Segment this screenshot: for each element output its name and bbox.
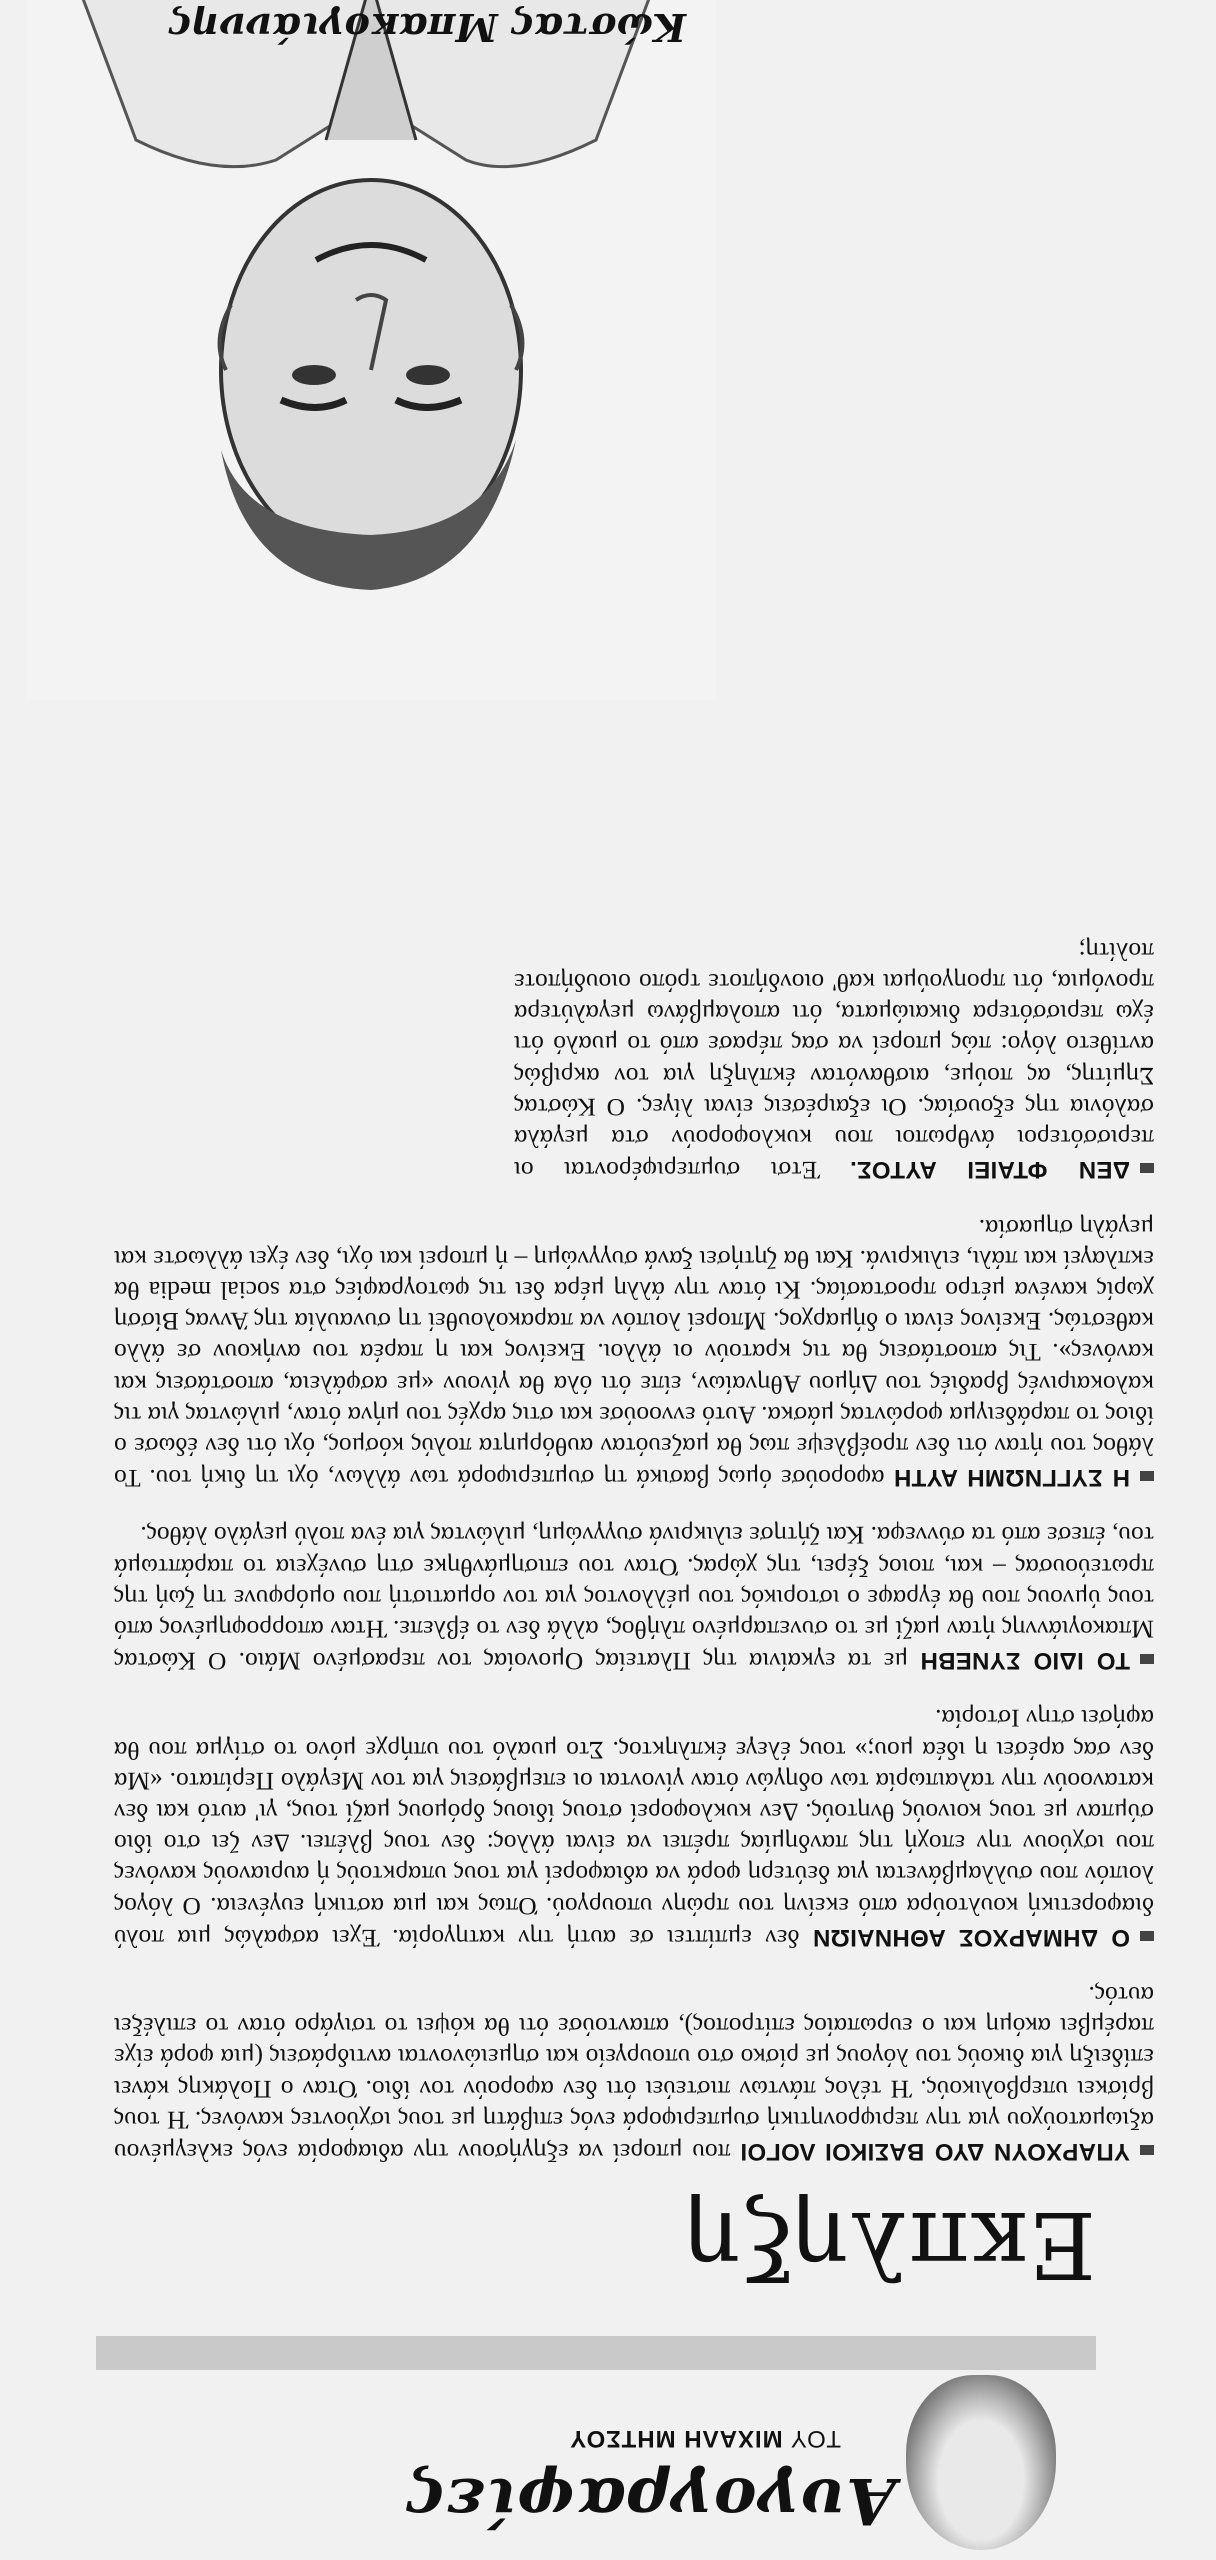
column-name: Αυγογραφίες: [405, 2463, 896, 2538]
paragraph-text: αφορούσε όμως βασικά τη συμπεριφορά των άλλων, όχι τη δική του. Το λάθος του ήταν ότι δεν προέβλεψε πως θα μαζευόταν αυθόρμητα πολύς κόσμος, όχι ότι δεν έδωσε ο ίδιος το παράδειγμα φορώντας μάσκα. Αυτό εννοούσε και στις αρχές του μήνα όταν, μιλώντας για τις καλοκαιρινές βραδιές του Δήμου Αθηναίων, είπε ότι όλα θα γίνουν «με ασφάλεια, αποστάσεις και κανόνες». Τις αποστάσεις θα τις κρατούν οι άλλοι. Εκείνος και η παρέα του ανήκουν σε άλλο καθεστώς. Εκείνος είναι ο δήμαρχος. Μπορεί λοιπόν να παρακολουθεί τη συναυλία της Άννας Βίσση χωρίς κανένα μέτρο προστασίας. Κι όταν την άλλη μέρα δει τις φωτογραφίες στα social media θα εκπλαγεί και πάλι, ειλικρινά. Και θα ζητήσει ξανά συγγνώμη – ή μπορεί και όχι, δεν έχει άλλωστε και μεγάλη σημασία.: [114, 1213, 1154, 1494]
paragraph-text: δεν εμπίπτει σε αυτή την κατηγορία. Έχει ασφαλώς μια πολύ διαφορετική κουλτούρα από εκείνη του πρώην υπουργού. Όπως και μια αστική ευγένεια. Ο λόγος λοιπόν που συλλαμβάνεται για δεύτερη φορά να αδιαφορεί για τους υπαρκτούς ή αυριανούς κανόνες που ισχύουν την εποχή της πανδημίας πρέπει να είναι άλλος: δεν τους βλέπει. Δεν ζει στο ίδιο σύμπαν με τους κοινούς θνητούς. Δεν κυκλοφορεί στους ίδιους δρόμους μαζί τους, γι' αυτό και δεν κατανοούν την ταλαιπωρία των οδηγών όταν γίνονται οι επεμβάσεις για τον Μεγάλο Περίπατο. «Μα δεν σας αρέσει η ιδέα μου;» τους έλεγε έκπληκτος. Στο μυαλό του υπήρχε μόνο το στίγμα που θα αφήσει στην Ιστορία.: [113, 1704, 1154, 1953]
paragraph-lead: Ο ΔΗΜΑΡΧΟΣ ΑΘΗΝΑΙΩΝ: [812, 1923, 1130, 1951]
portrait-photo: [26, 0, 716, 700]
paragraph: [114, 1520, 1154, 1677]
author-prefix: ΤΟΥ: [790, 2425, 841, 2452]
paragraph-marker: [1140, 1471, 1154, 1481]
column-author: [569, 2424, 841, 2452]
paragraph-marker: [1140, 2145, 1154, 2155]
paragraph-marker: [1140, 1931, 1154, 1941]
photo-caption: Κώστας Μπακογιάννης: [168, 5, 686, 50]
column-header: [96, 2375, 1096, 2560]
portrait-photo-image: [26, 0, 716, 700]
paragraph-text: που μπορεί να εξηγήσουν την αδιαφορία ενός εκλεγμένου αξιωματούχου για την περιφρονητική συμπεριφορά ενός επιβάτη με τους ισχύοντες κανόνες. Ή τους βρίσκει υπερβολικούς. Ή τέλος πάντων πιστεύει ότι δεν αφορούν τον ίδιο. Όταν ο Πολάκης κάνει επίδειξη για δικούς του λόγους με ρίσκο στο υπουργείο και σημειώνονται αντιδράσεις (μια φορά είχε παρέμβει ακόμη και ο ευρωπαίος επίτροπος), απαντούσε ότι θα κόψει το τσιγάρο όταν το επιλέξει αυτός.: [114, 1980, 1154, 2167]
paragraph: [114, 1212, 1154, 1494]
paragraph-marker: [1140, 1654, 1154, 1664]
author-name: ΜΙΧΑΛΗ ΜΗΤΣΟΥ: [569, 2425, 783, 2452]
paragraph-lead: ΔΕΝ ΦΤΑΙΕΙ ΑΥΤΟΣ.: [849, 1156, 1130, 1184]
paragraph: [114, 1980, 1154, 2168]
header-rule: [96, 2336, 1096, 2370]
paragraph-lead: ΤΟ ΙΔΙΟ ΣΥΝΕΒΗ: [920, 1647, 1130, 1675]
article-title: Εκπληξη: [684, 2191, 1096, 2298]
paragraph-lead: ΥΠΑΡΧΟΥΝ ΔΥΟ ΒΑΣΙΚΟΙ ΛΟΓΟΙ: [740, 2138, 1130, 2165]
paragraph-text: με τα εγκαίνια της Πλατείας Ομονοίας τον περασμένο Μάιο. Ο Κώστας Μπακογιάννης ήταν μαζί με το συνεπαρμένο πλήθος, αλλά δεν το έβλεπε. Ήταν απορροφημένος από τους ύμνους που θα έγραφε ο ιστορικός του μέλλοντος για τον ορματιστή που ομόρφυνε τη ζωή της πρωτεύουσας – και, ποιος ξέρει, της χώρας. Όταν του επισημάνθηκε στη συνέχεια το παράπτωμά του, έπεσε από τα σύννεφα. Και ζήτησε ειλικρινά συγγνώμη, μιλώντας για ένα πολύ μεγάλο λάθος.: [114, 1521, 1154, 1677]
columnist-portrait: [906, 2375, 1056, 2550]
paragraph-text: Έτσι συμπεριφέρονται οι περισσότεροι άνθρωποι που κυκλοφορούν στα μεγάλα σαλόνια της εξουσίας. Οι εξαιρέσεις είναι λίγες. Ο Κώστας Σημίτης, ας πούμε, αισθανόταν έκπληξη για τον ακριβώς αντίθετο λόγο: πώς μπορεί να σας πέρασε από το μυαλό ότι έχω περισσότερα δικαιώματα, ότι απολαμβάνω μεγαλύτερα προνόμια, ότι προηγούμαι καθ' οιονδήποτε τρόπο οιουδήποτε πολίτη;: [514, 936, 1154, 1186]
article-body: [114, 910, 1154, 2168]
paragraph: [514, 936, 1154, 1187]
paragraph-marker: [1140, 1163, 1154, 1173]
paragraph-lead: Η ΣΥΓΓΝΩΜΗ ΑΥΤΗ: [893, 1464, 1130, 1492]
paragraph: [114, 1703, 1154, 1954]
